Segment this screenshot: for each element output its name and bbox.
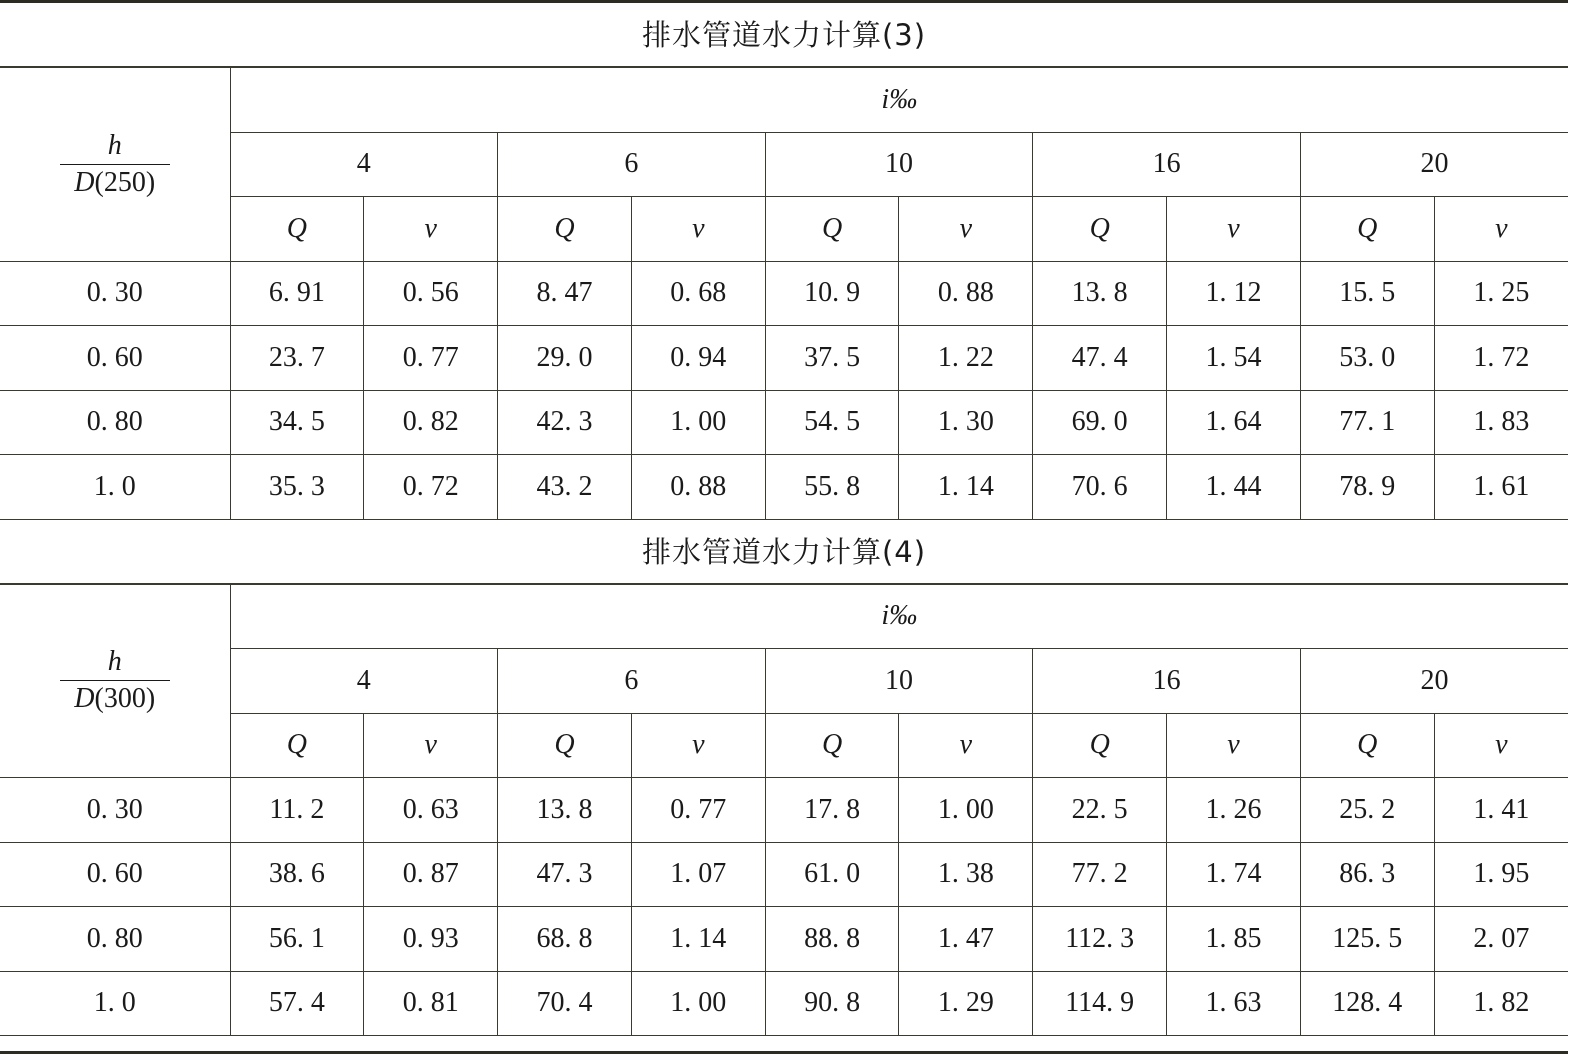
header-row-slopes [0, 649, 1568, 714]
diameter-symbol: D [74, 166, 95, 198]
row-header-cell [0, 68, 230, 262]
table-row [0, 261, 1568, 326]
velocity-header: v [631, 197, 765, 262]
velocity-value-cell: 1. 14 [631, 907, 765, 972]
slope-header: 10 [765, 132, 1033, 197]
h-over-d-fraction [60, 130, 170, 199]
velocity-value-cell: 1. 00 [899, 778, 1033, 843]
flow-value-cell: 15. 5 [1300, 261, 1434, 326]
flow-value-cell: 22. 5 [1033, 778, 1167, 843]
velocity-header: v [1167, 197, 1301, 262]
flow-header: Q [1033, 713, 1167, 778]
row-header-cell [0, 584, 230, 778]
flow-header: Q [765, 713, 899, 778]
velocity-value-cell: 0. 77 [364, 326, 498, 391]
table-row [0, 455, 1568, 520]
flow-value-cell: 23. 7 [230, 326, 364, 391]
flow-value-cell: 17. 8 [765, 778, 899, 843]
velocity-value-cell: 1. 41 [1434, 778, 1568, 843]
velocity-value-cell: 0. 88 [899, 261, 1033, 326]
velocity-header: v [364, 713, 498, 778]
flow-value-cell: 90. 8 [765, 971, 899, 1036]
velocity-value-cell: 0. 77 [631, 778, 765, 843]
table-title: 排水管道水力计算(3) [0, 3, 1568, 67]
flow-value-cell: 47. 4 [1033, 326, 1167, 391]
slope-header: 10 [765, 649, 1033, 714]
flow-value-cell: 43. 2 [498, 455, 632, 520]
velocity-value-cell: 1. 29 [899, 971, 1033, 1036]
slope-group-header: i‰ [230, 584, 1568, 649]
fill-ratio-cell: 0. 60 [0, 842, 230, 907]
flow-header: Q [498, 713, 632, 778]
fill-ratio-cell: 1. 0 [0, 455, 230, 520]
velocity-value-cell: 0. 94 [631, 326, 765, 391]
flow-header: Q [498, 197, 632, 262]
velocity-value-cell: 1. 74 [1167, 842, 1301, 907]
flow-value-cell: 125. 5 [1300, 907, 1434, 972]
velocity-value-cell: 1. 22 [899, 326, 1033, 391]
hydraulic-table-2 [0, 520, 1568, 1037]
velocity-value-cell: 0. 93 [364, 907, 498, 972]
table-row [0, 842, 1568, 907]
flow-value-cell: 128. 4 [1300, 971, 1434, 1036]
flow-header: Q [1033, 197, 1167, 262]
fill-ratio-cell: 0. 80 [0, 390, 230, 455]
header-row-quantities [0, 197, 1568, 262]
fraction-numerator: h [107, 129, 122, 161]
velocity-value-cell: 1. 30 [899, 390, 1033, 455]
flow-value-cell: 86. 3 [1300, 842, 1434, 907]
velocity-value-cell: 0. 87 [364, 842, 498, 907]
flow-value-cell: 11. 2 [230, 778, 364, 843]
flow-header: Q [765, 197, 899, 262]
table-row [0, 907, 1568, 972]
flow-value-cell: 25. 2 [1300, 778, 1434, 843]
velocity-value-cell: 1. 72 [1434, 326, 1568, 391]
fraction-numerator: h [107, 646, 122, 678]
velocity-value-cell: 1. 95 [1434, 842, 1568, 907]
data-table [0, 584, 1568, 1037]
flow-value-cell: 53. 0 [1300, 326, 1434, 391]
header-row-quantities [0, 713, 1568, 778]
table-row [0, 971, 1568, 1036]
flow-header: Q [230, 713, 364, 778]
slope-header: 4 [230, 649, 498, 714]
velocity-value-cell: 1. 64 [1167, 390, 1301, 455]
slope-header: 16 [1033, 649, 1301, 714]
velocity-value-cell: 1. 61 [1434, 455, 1568, 520]
table-row [0, 778, 1568, 843]
velocity-value-cell: 1. 38 [899, 842, 1033, 907]
diameter-symbol: D [74, 683, 95, 715]
flow-value-cell: 70. 6 [1033, 455, 1167, 520]
flow-value-cell: 69. 0 [1033, 390, 1167, 455]
velocity-value-cell: 1. 14 [899, 455, 1033, 520]
flow-value-cell: 57. 4 [230, 971, 364, 1036]
header-row-group [0, 68, 1568, 133]
flow-value-cell: 13. 8 [498, 778, 632, 843]
flow-value-cell: 8. 47 [498, 261, 632, 326]
flow-value-cell: 54. 5 [765, 390, 899, 455]
slope-header: 20 [1300, 649, 1568, 714]
velocity-value-cell: 0. 88 [631, 455, 765, 520]
flow-value-cell: 35. 3 [230, 455, 364, 520]
flow-value-cell: 112. 3 [1033, 907, 1167, 972]
flow-header: Q [230, 197, 364, 262]
velocity-value-cell: 1. 44 [1167, 455, 1301, 520]
flow-value-cell: 37. 5 [765, 326, 899, 391]
slope-header: 4 [230, 132, 498, 197]
fill-ratio-cell: 0. 80 [0, 907, 230, 972]
velocity-value-cell: 0. 81 [364, 971, 498, 1036]
table-title: 排水管道水力计算(4) [0, 520, 1568, 584]
tables-container [0, 3, 1568, 1036]
velocity-header: v [1167, 713, 1301, 778]
velocity-value-cell: 1. 12 [1167, 261, 1301, 326]
velocity-value-cell: 0. 63 [364, 778, 498, 843]
fill-ratio-cell: 0. 30 [0, 261, 230, 326]
flow-value-cell: 42. 3 [498, 390, 632, 455]
flow-value-cell: 61. 0 [765, 842, 899, 907]
velocity-value-cell: 1. 85 [1167, 907, 1301, 972]
velocity-value-cell: 1. 07 [631, 842, 765, 907]
velocity-value-cell: 1. 83 [1434, 390, 1568, 455]
velocity-value-cell: 1. 00 [631, 390, 765, 455]
fraction-denominator [74, 165, 155, 199]
velocity-value-cell: 1. 00 [631, 971, 765, 1036]
slope-header: 6 [498, 649, 766, 714]
flow-value-cell: 77. 2 [1033, 842, 1167, 907]
flow-value-cell: 13. 8 [1033, 261, 1167, 326]
velocity-value-cell: 1. 47 [899, 907, 1033, 972]
flow-value-cell: 88. 8 [765, 907, 899, 972]
fill-ratio-cell: 1. 0 [0, 971, 230, 1036]
flow-value-cell: 70. 4 [498, 971, 632, 1036]
velocity-value-cell: 1. 82 [1434, 971, 1568, 1036]
flow-value-cell: 68. 8 [498, 907, 632, 972]
velocity-header: v [631, 713, 765, 778]
velocity-value-cell: 1. 25 [1434, 261, 1568, 326]
velocity-header: v [1434, 197, 1568, 262]
slope-header: 20 [1300, 132, 1568, 197]
header-row-slopes [0, 132, 1568, 197]
flow-value-cell: 114. 9 [1033, 971, 1167, 1036]
diameter-value: (300) [94, 683, 156, 715]
data-table [0, 67, 1568, 520]
slope-header: 6 [498, 132, 766, 197]
slope-header: 16 [1033, 132, 1301, 197]
flow-value-cell: 29. 0 [498, 326, 632, 391]
flow-value-cell: 77. 1 [1300, 390, 1434, 455]
flow-value-cell: 47. 3 [498, 842, 632, 907]
velocity-value-cell: 2. 07 [1434, 907, 1568, 972]
flow-value-cell: 10. 9 [765, 261, 899, 326]
flow-value-cell: 34. 5 [230, 390, 364, 455]
fill-ratio-cell: 0. 30 [0, 778, 230, 843]
h-over-d-fraction [60, 646, 170, 715]
header-row-group [0, 584, 1568, 649]
velocity-value-cell: 0. 68 [631, 261, 765, 326]
flow-value-cell: 78. 9 [1300, 455, 1434, 520]
table-row [0, 390, 1568, 455]
velocity-header: v [364, 197, 498, 262]
velocity-value-cell: 0. 72 [364, 455, 498, 520]
velocity-value-cell: 0. 56 [364, 261, 498, 326]
fraction-denominator [74, 681, 155, 715]
flow-value-cell: 55. 8 [765, 455, 899, 520]
velocity-value-cell: 1. 63 [1167, 971, 1301, 1036]
slope-group-header: i‰ [230, 68, 1568, 133]
velocity-value-cell: 0. 82 [364, 390, 498, 455]
velocity-header: v [899, 197, 1033, 262]
flow-value-cell: 56. 1 [230, 907, 364, 972]
velocity-value-cell: 1. 26 [1167, 778, 1301, 843]
diameter-value: (250) [94, 166, 156, 198]
velocity-header: v [899, 713, 1033, 778]
table-row [0, 326, 1568, 391]
flow-value-cell: 6. 91 [230, 261, 364, 326]
flow-value-cell: 38. 6 [230, 842, 364, 907]
flow-header: Q [1300, 713, 1434, 778]
velocity-value-cell: 1. 54 [1167, 326, 1301, 391]
velocity-header: v [1434, 713, 1568, 778]
hydraulic-table-1 [0, 3, 1568, 520]
fill-ratio-cell: 0. 60 [0, 326, 230, 391]
flow-header: Q [1300, 197, 1434, 262]
